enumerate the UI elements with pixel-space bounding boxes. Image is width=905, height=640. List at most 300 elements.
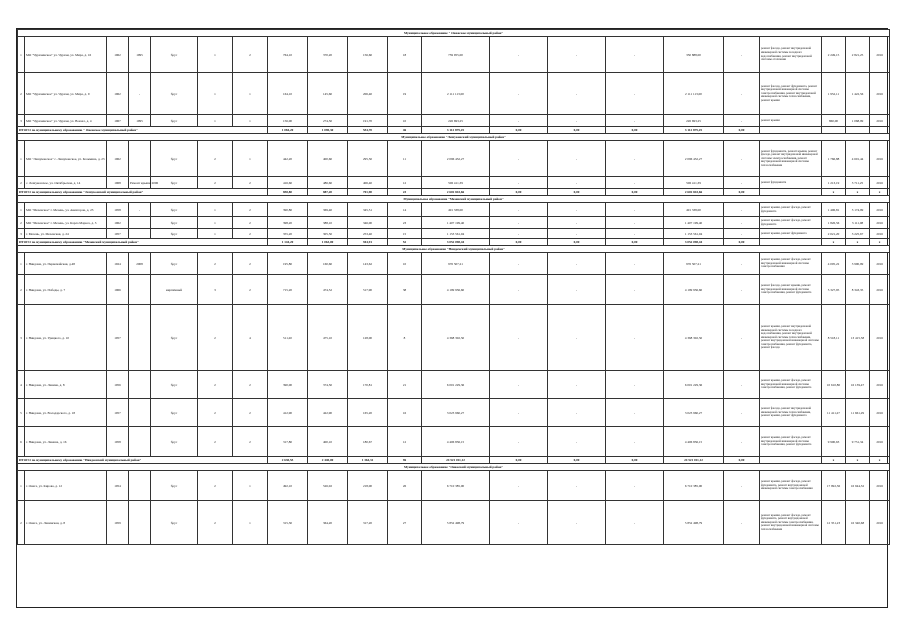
- cell-s1: 3 023 960,27: [422, 399, 490, 427]
- cell-n: 3: [18, 115, 25, 127]
- cell-ppl: 10: [388, 115, 422, 127]
- total-cell-s3: 0,00: [548, 239, 606, 246]
- cell-a2: 145,60: [308, 73, 348, 115]
- total-cell-u2: x: [846, 457, 870, 464]
- total-cell-s1: 3 052 098,44: [422, 239, 490, 246]
- cell-y1: 1962: [107, 37, 129, 73]
- cell-material: брус: [151, 427, 198, 457]
- cell-u2: 3 225,67: [846, 229, 870, 239]
- cell-n: 3: [18, 229, 25, 239]
- total-cell-s6: 0,00: [724, 127, 760, 134]
- cell-ppl: 10: [388, 253, 422, 275]
- cell-a1: 511,20: [268, 305, 308, 371]
- cell-s1: 4 368 302,50: [422, 305, 490, 371]
- cell-yr: 2016: [870, 275, 890, 305]
- cell-entr: 2: [233, 427, 268, 457]
- cell-a1: 315,30: [268, 501, 308, 545]
- cell-a2: 364,20: [308, 501, 348, 545]
- cell-floors: 2: [198, 253, 233, 275]
- total-cell-a3: 554,70: [348, 127, 388, 134]
- cell-a3: 156,60: [348, 37, 388, 73]
- cell-s3: -: [548, 371, 606, 399]
- total-cell-s3: 0,00: [548, 127, 606, 134]
- total-cell-work: [760, 457, 822, 464]
- total-cell-ppl: 23: [388, 189, 422, 196]
- cell-s5: 5 852 498,79: [664, 501, 724, 545]
- cell-a2: 369,40: [308, 203, 348, 217]
- cell-a1: 156,00: [268, 115, 308, 127]
- cell-s3: -: [548, 427, 606, 457]
- total-cell-u2: x: [846, 239, 870, 246]
- cell-entr: 1: [233, 471, 268, 501]
- total-cell-s3: 0,00: [548, 189, 606, 196]
- cell-s4: -: [606, 37, 664, 73]
- cell-a3: 191,70: [348, 115, 388, 127]
- cell-work: ремонт фасада, ремонт фундамента, ремонт внутридомовой инженерной системы электроснабжения, ремонт внутридомовой инженерной системы теплоснабжения, ремонт крыши: [760, 73, 822, 115]
- cell-s3: -: [548, 275, 606, 305]
- cell-floors: 2: [198, 177, 233, 189]
- cell-ppl: 12: [388, 427, 422, 457]
- cell-s4: -: [606, 501, 664, 545]
- total-cell-s2: 0,00: [490, 127, 548, 134]
- table-row: [18, 73, 890, 115]
- cell-yr: 2016: [870, 141, 890, 177]
- document-sheet: [16, 28, 888, 608]
- cell-yr: 2016: [870, 203, 890, 217]
- cell-s2: -: [490, 471, 548, 501]
- cell-work: ремонт фасада, ремонт внутридомовой инженерной системы теплоснабжения, ремонт крыши, ремонт фундамента: [760, 399, 822, 427]
- cell-entr: 1: [233, 115, 268, 127]
- cell-material: кирпичный: [151, 275, 198, 305]
- cell-a3: 406,40: [348, 177, 388, 189]
- cell-material: брус: [151, 141, 198, 177]
- total-cell-a1: 1 084,20: [268, 127, 308, 134]
- total-cell-a3: 701,90: [348, 189, 388, 196]
- table-row: [18, 203, 890, 217]
- cell-ppl: 21: [388, 371, 422, 399]
- section-header: [18, 246, 890, 253]
- cell-entr: 2: [233, 399, 268, 427]
- total-cell-yr: x: [870, 189, 890, 196]
- section-header: [18, 30, 890, 37]
- cell-ppl: 23: [388, 217, 422, 229]
- cell-s5: 6 001 229,36: [664, 371, 724, 399]
- cell-entr: 1: [233, 73, 268, 115]
- table-row: [18, 501, 890, 545]
- total-cell-s4: 0,00: [606, 457, 664, 464]
- cell-a2: 160,60: [308, 253, 348, 275]
- cell-y2: 2008: [129, 253, 151, 275]
- section-header: [18, 134, 890, 141]
- cell-entr: 2: [233, 37, 268, 73]
- cell-s1: 1 407 199,40: [422, 217, 490, 229]
- cell-y2: -: [129, 73, 151, 115]
- cell-a1: 317,80: [268, 427, 308, 457]
- cell-ppl: 38: [388, 275, 422, 305]
- cell-s1: 759 955,00: [422, 37, 490, 73]
- total-cell-s1: 3 112 879,25: [422, 127, 490, 134]
- cell-s2: -: [490, 229, 548, 239]
- table-row: [18, 115, 890, 127]
- cell-s2: -: [490, 275, 548, 305]
- cell-a3: 180,67: [348, 427, 388, 457]
- cell-s5: 4 368 302,50: [664, 305, 724, 371]
- table-row: [18, 217, 890, 229]
- table-row: [18, 253, 890, 275]
- cell-yr: 2016: [870, 177, 890, 189]
- total-cell-s5: 2 602 843,66: [664, 189, 724, 196]
- table-row: [18, 399, 890, 427]
- cell-a1: 390,80: [268, 203, 308, 217]
- cell-y2: [129, 275, 151, 305]
- cell-s6: -: [724, 371, 760, 399]
- cell-s1: 6 001 229,36: [422, 371, 490, 399]
- cell-u1: 5 327,95: [822, 275, 846, 305]
- cell-y1: 1958: [107, 427, 129, 457]
- cell-floors: 1: [198, 73, 233, 115]
- cell-address: г. Онега, ул. Ленинская, д. 8: [25, 501, 107, 545]
- cell-y2: [129, 141, 151, 177]
- cell-s6: -: [724, 305, 760, 371]
- total-cell-s6: 0,00: [724, 239, 760, 246]
- cell-address: МО "Чурачинское" ул. Чурачи, ул. Вокзал, д. 4: [25, 115, 107, 127]
- cell-s3: -: [548, 253, 606, 275]
- cell-ppl: 27: [388, 501, 422, 545]
- cell-s2: -: [490, 37, 548, 73]
- cell-n: 5: [18, 399, 25, 427]
- cell-material: брус: [151, 253, 198, 275]
- cell-a2: 370,20: [308, 37, 348, 73]
- cell-y2: [129, 305, 151, 371]
- total-cell-work: [760, 239, 822, 246]
- cell-a1: 355,20: [268, 229, 308, 239]
- cell-floors: 1: [198, 217, 233, 229]
- cell-s2: -: [490, 371, 548, 399]
- cell-a2: 422,90: [308, 399, 348, 427]
- table-row: [18, 177, 890, 189]
- cell-y2: [129, 501, 151, 545]
- cell-n: 1: [18, 141, 25, 177]
- cell-a1: 195,80: [268, 253, 308, 275]
- total-cell-s1: 2 602 843,66: [422, 189, 490, 196]
- cell-work: ремонт фундамента, ремонт крыши, ремонт фасада, ремонт внутридомовой инженерной системы электроснабжения, ремонт внутридомовой инженерной системы теплоснабжения: [760, 141, 822, 177]
- cell-n: 4: [18, 371, 25, 399]
- cell-floors: 2: [198, 427, 233, 457]
- total-row: [18, 189, 890, 196]
- section-title: Муниципальное образование "Няндомский муниципальный район": [18, 246, 890, 253]
- cell-s2: -: [490, 73, 548, 115]
- table-row: [18, 305, 890, 371]
- cell-y2: [129, 471, 151, 501]
- cell-u2: 3 111,08: [846, 217, 870, 229]
- cell-material: брус: [151, 471, 198, 501]
- cell-a2: 400,10: [308, 427, 348, 457]
- cell-u2: 16 944,32: [846, 471, 870, 501]
- cell-s5: 4 406 836,15: [664, 427, 724, 457]
- section-title: Муниципальное образование "Мезенский муниципальный район": [18, 196, 890, 203]
- cell-y2: Ремонт крыши 2006: [129, 177, 151, 189]
- total-cell-s2: 0,00: [490, 457, 548, 464]
- cell-entr: 2: [233, 371, 268, 399]
- cell-u2: 2 821,25: [846, 37, 870, 73]
- cell-s5: 3 023 960,27: [664, 399, 724, 427]
- total-label: ИТОГО по муниципальному образованию " Онежское муниципальный район": [18, 127, 268, 134]
- cell-u1: 17 992,36: [822, 471, 846, 501]
- cell-a3: 253,40: [348, 229, 388, 239]
- cell-n: 2: [18, 217, 25, 229]
- total-cell-yr: [870, 127, 890, 134]
- cell-y1: 1958: [107, 203, 129, 217]
- cell-floors: 2: [198, 399, 233, 427]
- cell-address: г. Няндома, ул. Первомайская, д.48: [25, 253, 107, 275]
- cell-address: МО "Мезенское" г. Мезень, ул. Карла Маркса, д. 3: [25, 217, 107, 229]
- cell-y1: 1962: [107, 73, 129, 115]
- cell-u2: 3 711,25: [846, 177, 870, 189]
- cell-u2: 9 751,34: [846, 427, 870, 457]
- total-row: [18, 239, 890, 246]
- section-title: Муниципальное образование "Онежский муниципальный район": [18, 464, 890, 471]
- cell-s3: -: [548, 501, 606, 545]
- cell-work: ремонт фундамента: [760, 177, 822, 189]
- cell-y1: 1962: [107, 217, 129, 229]
- cell-material: брус: [151, 229, 198, 239]
- cell-s4: -: [606, 229, 664, 239]
- cell-y2: [129, 399, 151, 427]
- cell-s4: -: [606, 217, 664, 229]
- cell-n: 2: [18, 177, 25, 189]
- cell-a2: 475,10: [308, 305, 348, 371]
- total-cell-yr: x: [870, 457, 890, 464]
- total-cell-s1: 24 521 011,12: [422, 457, 490, 464]
- cell-address: г. Няндома, ул. Урицкого, д. 10: [25, 305, 107, 371]
- total-cell-s5: 24 521 011,12: [664, 457, 724, 464]
- cell-s6: -: [724, 37, 760, 73]
- table-row: [18, 229, 890, 239]
- cell-work: ремонт крыши: [760, 115, 822, 127]
- cell-address: МО "Мезенское" г. Мезень, ул. Авиаторов, д. 23: [25, 203, 107, 217]
- cell-entr: 2: [233, 217, 268, 229]
- cell-y1: 1924: [107, 253, 129, 275]
- capital-repair-table: [17, 29, 890, 545]
- cell-s1: 976 507,21: [422, 253, 490, 275]
- cell-s4: -: [606, 177, 664, 189]
- cell-s3: -: [548, 73, 606, 115]
- cell-y1: 1959: [107, 501, 129, 545]
- cell-a2: 400,60: [308, 141, 348, 177]
- cell-s5: 1 407 199,40: [664, 217, 724, 229]
- cell-n: 6: [18, 427, 25, 457]
- cell-s1: 2 096 432,27: [422, 141, 490, 177]
- cell-a3: 128,00: [348, 305, 388, 371]
- cell-n: 2: [18, 275, 25, 305]
- cell-s4: -: [606, 73, 664, 115]
- cell-s6: -: [724, 73, 760, 115]
- cell-material: брус: [151, 217, 198, 229]
- cell-n: 1: [18, 203, 25, 217]
- total-cell-ppl: 96: [388, 457, 422, 464]
- table-row: [18, 371, 890, 399]
- cell-s4: -: [606, 427, 664, 457]
- cell-s4: -: [606, 371, 664, 399]
- cell-a2: 274,50: [308, 115, 348, 127]
- cell-y2: 1995: [129, 37, 151, 73]
- cell-a3: 206,40: [348, 73, 388, 115]
- cell-yr: 2016: [870, 427, 890, 457]
- cell-s6: -: [724, 217, 760, 229]
- cell-y1: 1954: [107, 471, 129, 501]
- cell-a1: 715,20: [268, 275, 308, 305]
- cell-s4: -: [606, 471, 664, 501]
- total-cell-yr: x: [870, 239, 890, 246]
- total-cell-s4: 0,00: [606, 127, 664, 134]
- section-header: [18, 464, 890, 471]
- cell-a1: 412,90: [268, 399, 308, 427]
- cell-yr: 2016: [870, 399, 890, 427]
- total-cell-u2: x: [846, 189, 870, 196]
- cell-a1: 390,00: [268, 371, 308, 399]
- cell-address: г. Няндома, ул. Володарского, д. 18: [25, 399, 107, 427]
- cell-u2: 16 340,68: [846, 501, 870, 545]
- cell-y1: 1956: [107, 371, 129, 399]
- total-row: [18, 127, 890, 134]
- total-label: ИТОГО по муниципальному образованию "Лешуконский муниципальный район": [18, 189, 268, 196]
- cell-y1: 1962: [107, 141, 129, 177]
- cell-s3: -: [548, 399, 606, 427]
- cell-s1: 4 199 936,60: [422, 275, 490, 305]
- table-body: [18, 30, 890, 545]
- cell-address: МО "Лешуконское" с. Лешуконское, ул. Козьмина, д. 23: [25, 141, 107, 177]
- total-cell-a2: 887,20: [308, 189, 348, 196]
- total-cell-work: [760, 127, 822, 134]
- cell-address: г. Онега, ул. Кирова, д. 12: [25, 471, 107, 501]
- cell-yr: 2016: [870, 37, 890, 73]
- cell-s6: -: [724, 253, 760, 275]
- cell-s2: -: [490, 203, 548, 217]
- cell-entr: 1: [233, 501, 268, 545]
- cell-s6: -: [724, 229, 760, 239]
- cell-n: 3: [18, 305, 25, 371]
- cell-a3: 143,62: [348, 253, 388, 275]
- cell-material: брус: [151, 177, 198, 189]
- cell-y2: 1995: [129, 115, 151, 127]
- cell-y2: [129, 371, 151, 399]
- cell-yr: 2016: [870, 229, 890, 239]
- cell-address: г. Няндома, ул. Победы, д. 7: [25, 275, 107, 305]
- cell-work: ремонт фасада, ремонт внутридомовой инженерной системы холодного водоснабжения, ремонт внутридомовой системы отопления: [760, 37, 822, 73]
- total-label: ИТОГО по муниципальному образованию "Мезенский муниципальный район": [18, 239, 268, 246]
- cell-u2: 4 601,44: [846, 141, 870, 177]
- table-row: [18, 427, 890, 457]
- cell-s6: -: [724, 275, 760, 305]
- cell-address: МО "Чурачинское" ул. Чурачи, ул. Мира, д. 16: [25, 37, 107, 73]
- cell-ppl: 16: [388, 399, 422, 427]
- cell-a3: 170,81: [348, 371, 388, 399]
- cell-a1: 492,10: [268, 471, 308, 501]
- cell-u1: 1 406,81: [822, 203, 846, 217]
- cell-n: 1: [18, 471, 25, 501]
- cell-s5: 226 693,25: [664, 115, 724, 127]
- cell-ppl: 19: [388, 73, 422, 115]
- cell-s3: -: [548, 115, 606, 127]
- cell-y1: 1967: [107, 115, 129, 127]
- cell-u2: 3 174,99: [846, 203, 870, 217]
- cell-s5: 2 096 432,27: [664, 141, 724, 177]
- cell-ppl: 14: [388, 203, 422, 217]
- cell-s2: -: [490, 141, 548, 177]
- total-label: ИТОГО по муниципальному образованию "Няндомский муниципальный район": [18, 457, 268, 464]
- cell-a3: 346,00: [348, 217, 388, 229]
- cell-address: с. Лешуконское, ул. Октябрьская, д. 14: [25, 177, 107, 189]
- cell-u2: 3 990,99: [846, 253, 870, 275]
- cell-work: ремонт крыши, ремонт фасада, ремонт внутридомовой инженерной системы электроснабжения: [760, 253, 822, 275]
- cell-n: 2: [18, 73, 25, 115]
- cell-s3: -: [548, 229, 606, 239]
- cell-work: ремонт крыши, ремонт внутридомовой инженерной системы холодного водоснабжения, ремонт внутридомовой инженерной системы теплоснабжения, ремонт внутридомовой инженерной системы электроснабжения, ремонт фундамента, ремонт фасада: [760, 305, 822, 371]
- cell-s2: -: [490, 115, 548, 127]
- cell-s3: -: [548, 37, 606, 73]
- cell-yr: 2016: [870, 371, 890, 399]
- total-cell-s3: 0,00: [548, 457, 606, 464]
- cell-entr: 2: [233, 177, 268, 189]
- cell-s4: -: [606, 253, 664, 275]
- total-cell-s6: 0,00: [724, 457, 760, 464]
- cell-s1: 491 338,00: [422, 203, 490, 217]
- total-cell-s5: 3 112 879,25: [664, 127, 724, 134]
- cell-a1: 416,60: [268, 177, 308, 189]
- cell-yr: 2016: [870, 305, 890, 371]
- cell-work: ремонт крыши, ремонт фасада, ремонт внутридомовой инженерной системы электроснабжения, ремонт фундамента: [760, 371, 822, 399]
- cell-s5: 1 153 561,04: [664, 229, 724, 239]
- cell-s5: 506 411,39: [664, 177, 724, 189]
- cell-address: г. Мезень, ул. Мезенская, д. 24: [25, 229, 107, 239]
- cell-s1: 506 411,39: [422, 177, 490, 189]
- cell-entr: 2: [233, 275, 268, 305]
- cell-work: ремонт крыши, ремонт фасада, ремонт фундамента: [760, 217, 822, 229]
- cell-material: брус: [151, 37, 198, 73]
- total-cell-u1: x: [822, 239, 846, 246]
- cell-s6: -: [724, 203, 760, 217]
- cell-u2: 8 343,35: [846, 275, 870, 305]
- total-cell-s5: 3 052 098,44: [664, 239, 724, 246]
- cell-s5: 350 888,00: [664, 37, 724, 73]
- total-cell-a3: 944,91: [348, 239, 388, 246]
- cell-y1: 1957: [107, 229, 129, 239]
- cell-floors: 2: [198, 501, 233, 545]
- total-cell-a2: 1 090,30: [308, 127, 348, 134]
- total-cell-a3: 1 364,31: [348, 457, 388, 464]
- cell-u1: 9 900,63: [822, 427, 846, 457]
- cell-u1: 1 826,56: [822, 217, 846, 229]
- cell-u1: 1 952,11: [822, 73, 846, 115]
- cell-a2: 486,60: [308, 177, 348, 189]
- cell-s5: 491 338,00: [664, 203, 724, 217]
- cell-y1: 1968: [107, 177, 129, 189]
- section-title: Муниципальное образование "Лешуконский муниципальный район": [18, 134, 890, 141]
- cell-y1: 1966: [107, 275, 129, 305]
- cell-y1: 1957: [107, 399, 129, 427]
- cell-y2: [129, 217, 151, 229]
- cell-work: ремонт крыши, ремонт фасада, ремонт фундамента: [760, 203, 822, 217]
- cell-n: 2: [18, 501, 25, 545]
- cell-s3: -: [548, 471, 606, 501]
- total-cell-s6: 0,00: [724, 189, 760, 196]
- cell-entr: 2: [233, 253, 268, 275]
- cell-u1: 12 351,23: [822, 501, 846, 545]
- cell-s2: -: [490, 305, 548, 371]
- section-header: [18, 196, 890, 203]
- cell-u1: 2 249,15: [822, 37, 846, 73]
- cell-entr: 4: [233, 305, 268, 371]
